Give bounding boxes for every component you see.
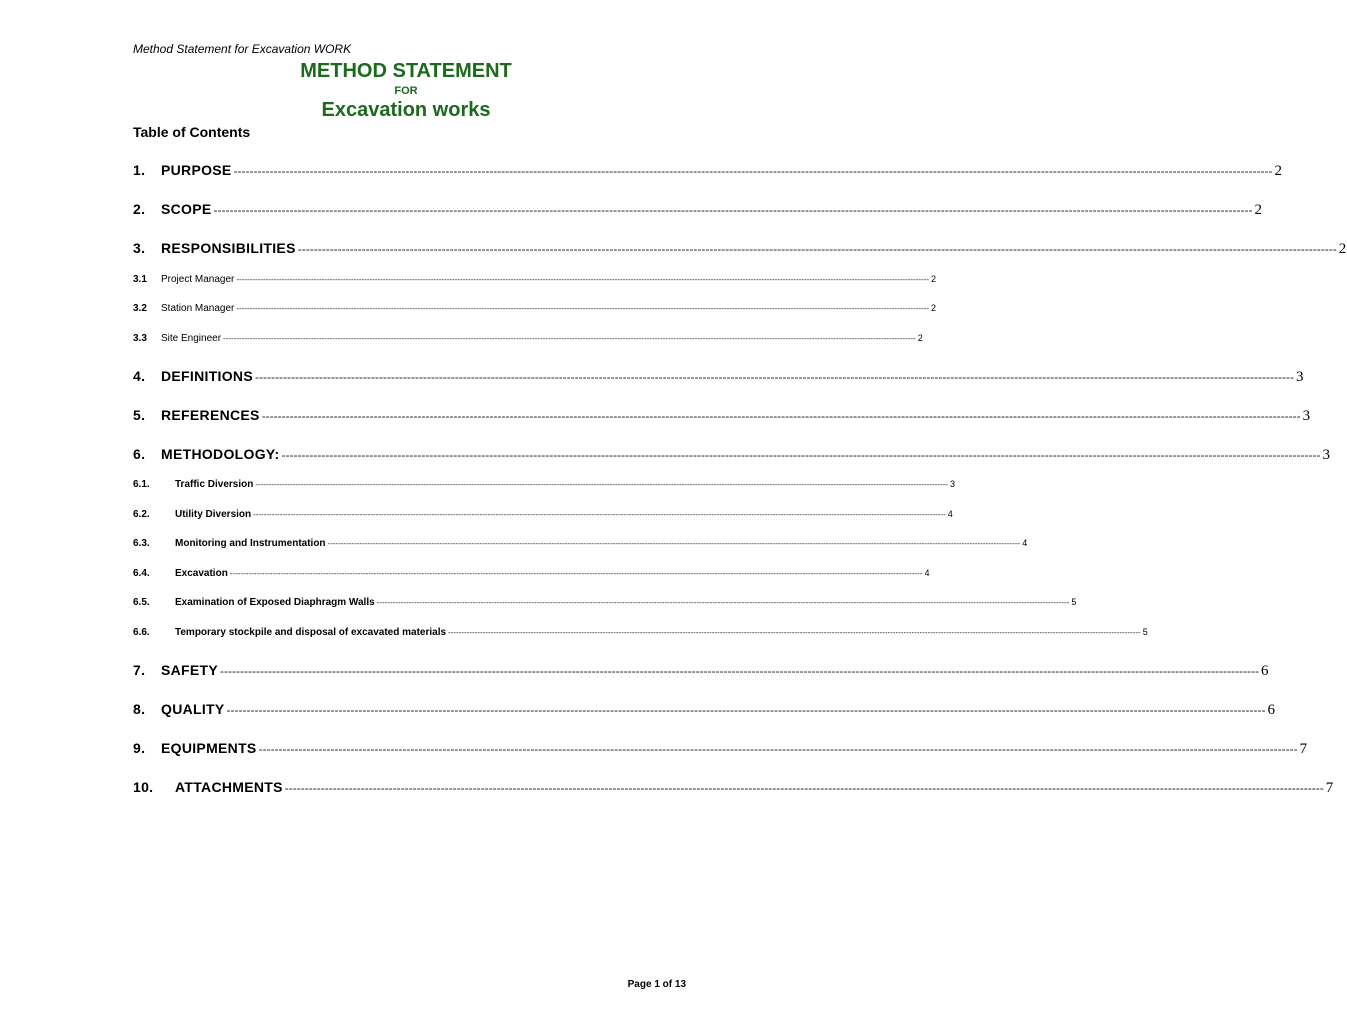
toc-entry-number: 10.: [133, 779, 154, 795]
toc-entry-quality[interactable]: [133, 701, 1276, 719]
toc-entry-number: 6.5.: [133, 597, 150, 608]
toc-entry-label: SCOPE: [161, 201, 212, 217]
toc-entry-page: 6: [1261, 663, 1269, 679]
toc-entry-label: ATTACHMENTS: [175, 779, 283, 795]
document-title: METHOD STATEMENT: [300, 60, 512, 82]
toc-entry-number: 3.2: [133, 303, 147, 314]
toc-entry-attachments[interactable]: [133, 779, 1334, 797]
toc-entry-label: Examination of Exposed Diaphragm Walls: [175, 597, 375, 608]
toc-entry-label: QUALITY: [161, 701, 225, 717]
dot-leader: --------------------------------------------------------------------------------------------------------------------------------------------------------------------------------------------------------------------------------------------------------------------: [327, 539, 1021, 548]
toc-entry-page: 4: [924, 568, 930, 578]
dot-leader: --------------------------------------------------------------------------------------------------------------------------------------------------------------------------------------------------------------------------------------------------------------------: [223, 334, 916, 343]
toc-entry-number: 2.: [133, 201, 146, 217]
toc-entry-number: 8.: [133, 701, 146, 717]
dot-leader: --------------------------------------------------------------------------------------------------------------------------------------------------------------------------------------------------------------------------------------------------------------------: [220, 664, 1260, 678]
toc-entry-page: 2: [917, 333, 923, 343]
toc-entry-page: 3: [1322, 447, 1331, 463]
dot-leader: --------------------------------------------------------------------------------------------------------------------------------------------------------------------------------------------------------------------------------------------------------------------: [226, 703, 1266, 717]
dot-leader: --------------------------------------------------------------------------------------------------------------------------------------------------------------------------------------------------------------------------------------------------------------------: [254, 370, 1294, 384]
dot-leader: --------------------------------------------------------------------------------------------------------------------------------------------------------------------------------------------------------------------------------------------------------------------: [297, 242, 1337, 256]
toc-entry-number: 9.: [133, 740, 146, 756]
toc-entry-page: 6: [1267, 702, 1276, 718]
dot-leader: --------------------------------------------------------------------------------------------------------------------------------------------------------------------------------------------------------------------------------------------------------------------: [376, 598, 1070, 607]
dot-leader: --------------------------------------------------------------------------------------------------------------------------------------------------------------------------------------------------------------------------------------------------------------------: [253, 510, 946, 519]
toc-entry-number: 1.: [133, 162, 146, 178]
title-for-label: FOR: [394, 85, 418, 97]
dot-leader: --------------------------------------------------------------------------------------------------------------------------------------------------------------------------------------------------------------------------------------------------------------------: [213, 203, 1253, 217]
toc-entry-utility-diversion[interactable]: [133, 509, 953, 520]
toc-entry-page: 3: [950, 479, 956, 489]
dot-leader: --------------------------------------------------------------------------------------------------------------------------------------------------------------------------------------------------------------------------------------------------------------------: [284, 781, 1324, 795]
toc-entry-label: Temporary stockpile and disposal of excavated materials: [175, 627, 447, 638]
toc-entry-diaphragm-walls[interactable]: [133, 597, 1077, 608]
toc-entry-excavation[interactable]: [133, 568, 930, 579]
toc-entry-page: 4: [1022, 538, 1028, 548]
toc-entry-number: 6.3.: [133, 538, 150, 549]
document-subtitle: Excavation works: [321, 99, 491, 121]
toc-entry-page: 3: [1302, 408, 1311, 424]
toc-entry-label: METHODOLOGY:: [161, 446, 280, 462]
toc-heading: Table of Contents: [133, 124, 251, 140]
dot-leader: --------------------------------------------------------------------------------------------------------------------------------------------------------------------------------------------------------------------------------------------------------------------: [233, 164, 1273, 178]
toc-entry-label: Excavation: [175, 568, 228, 579]
toc-entry-label: RESPONSIBILITIES: [161, 240, 296, 256]
toc-entry-equipments[interactable]: [133, 740, 1308, 758]
toc-entry-number: 3.: [133, 240, 146, 256]
toc-entry-label: SAFETY: [161, 662, 219, 678]
toc-entry-page: 3: [1295, 369, 1304, 385]
dot-leader: --------------------------------------------------------------------------------------------------------------------------------------------------------------------------------------------------------------------------------------------------------------------: [236, 275, 930, 284]
toc-entry-number: 6.2.: [133, 509, 150, 520]
toc-entry-number: 6.1.: [133, 479, 150, 490]
dot-leader: --------------------------------------------------------------------------------------------------------------------------------------------------------------------------------------------------------------------------------------------------------------------: [236, 304, 930, 313]
toc-entry-site-engineer[interactable]: [133, 333, 923, 344]
toc-entry-page: 4: [947, 509, 953, 519]
toc-entry-page: 5: [1071, 597, 1077, 607]
toc-entry-project-manager[interactable]: [133, 274, 937, 285]
toc-entry-page: 2: [1254, 202, 1263, 218]
toc-entry-purpose[interactable]: [133, 162, 1283, 180]
dot-leader: --------------------------------------------------------------------------------------------------------------------------------------------------------------------------------------------------------------------------------------------------------------------: [258, 742, 1298, 756]
toc-entry-label: Monitoring and Instrumentation: [175, 538, 326, 549]
toc-entry-page: 2: [1338, 241, 1347, 257]
page-number: Page 1 of 13: [627, 979, 686, 990]
toc-entry-page: 7: [1299, 741, 1308, 757]
toc-entry-number: 6.6.: [133, 627, 150, 638]
toc-entry-number: 3.3: [133, 333, 147, 344]
dot-leader: --------------------------------------------------------------------------------------------------------------------------------------------------------------------------------------------------------------------------------------------------------------------: [448, 628, 1141, 637]
toc-entry-label: EQUIPMENTS: [161, 740, 257, 756]
toc-entry-station-manager[interactable]: [133, 303, 937, 314]
toc-entry-number: 7.: [133, 662, 146, 678]
toc-entry-references[interactable]: [133, 407, 1311, 425]
toc-entry-page: 2: [931, 303, 937, 313]
dot-leader: --------------------------------------------------------------------------------------------------------------------------------------------------------------------------------------------------------------------------------------------------------------------: [229, 569, 923, 578]
toc-entry-label: Station Manager: [161, 303, 235, 314]
toc-entry-number: 4.: [133, 368, 146, 384]
toc-entry-number: 5.: [133, 407, 146, 423]
running-header: Method Statement for Excavation WORK: [133, 42, 352, 56]
dot-leader: --------------------------------------------------------------------------------------------------------------------------------------------------------------------------------------------------------------------------------------------------------------------: [261, 409, 1301, 423]
toc-entry-monitoring-instrumentation[interactable]: [133, 538, 1028, 549]
dot-leader: --------------------------------------------------------------------------------------------------------------------------------------------------------------------------------------------------------------------------------------------------------------------: [255, 480, 949, 489]
toc-entry-traffic-diversion[interactable]: [133, 479, 956, 490]
toc-entry-label: Project Manager: [161, 274, 235, 285]
toc-entry-responsibilities[interactable]: [133, 240, 1347, 258]
toc-entry-stockpile-disposal[interactable]: [133, 627, 1148, 638]
toc-entry-label: Traffic Diversion: [175, 479, 254, 490]
toc-entry-safety[interactable]: [133, 662, 1269, 680]
toc-entry-label: PURPOSE: [161, 162, 232, 178]
toc-entry-number: 6.4.: [133, 568, 150, 579]
toc-entry-page: 2: [1274, 163, 1283, 179]
toc-entry-number: 3.1: [133, 274, 147, 285]
toc-entry-label: DEFINITIONS: [161, 368, 253, 384]
toc-entry-page: 5: [1142, 627, 1148, 637]
toc-entry-page: 2: [931, 274, 937, 284]
dot-leader: --------------------------------------------------------------------------------------------------------------------------------------------------------------------------------------------------------------------------------------------------------------------: [281, 448, 1321, 462]
toc-entry-label: Utility Diversion: [175, 509, 252, 520]
toc-entry-page: 7: [1325, 780, 1334, 796]
toc-entry-scope[interactable]: [133, 201, 1263, 219]
toc-entry-label: REFERENCES: [161, 407, 260, 423]
toc-entry-number: 6.: [133, 446, 146, 462]
toc-entry-definitions[interactable]: [133, 368, 1304, 386]
toc-entry-label: Site Engineer: [161, 333, 222, 344]
toc-entry-methodology[interactable]: [133, 446, 1331, 464]
